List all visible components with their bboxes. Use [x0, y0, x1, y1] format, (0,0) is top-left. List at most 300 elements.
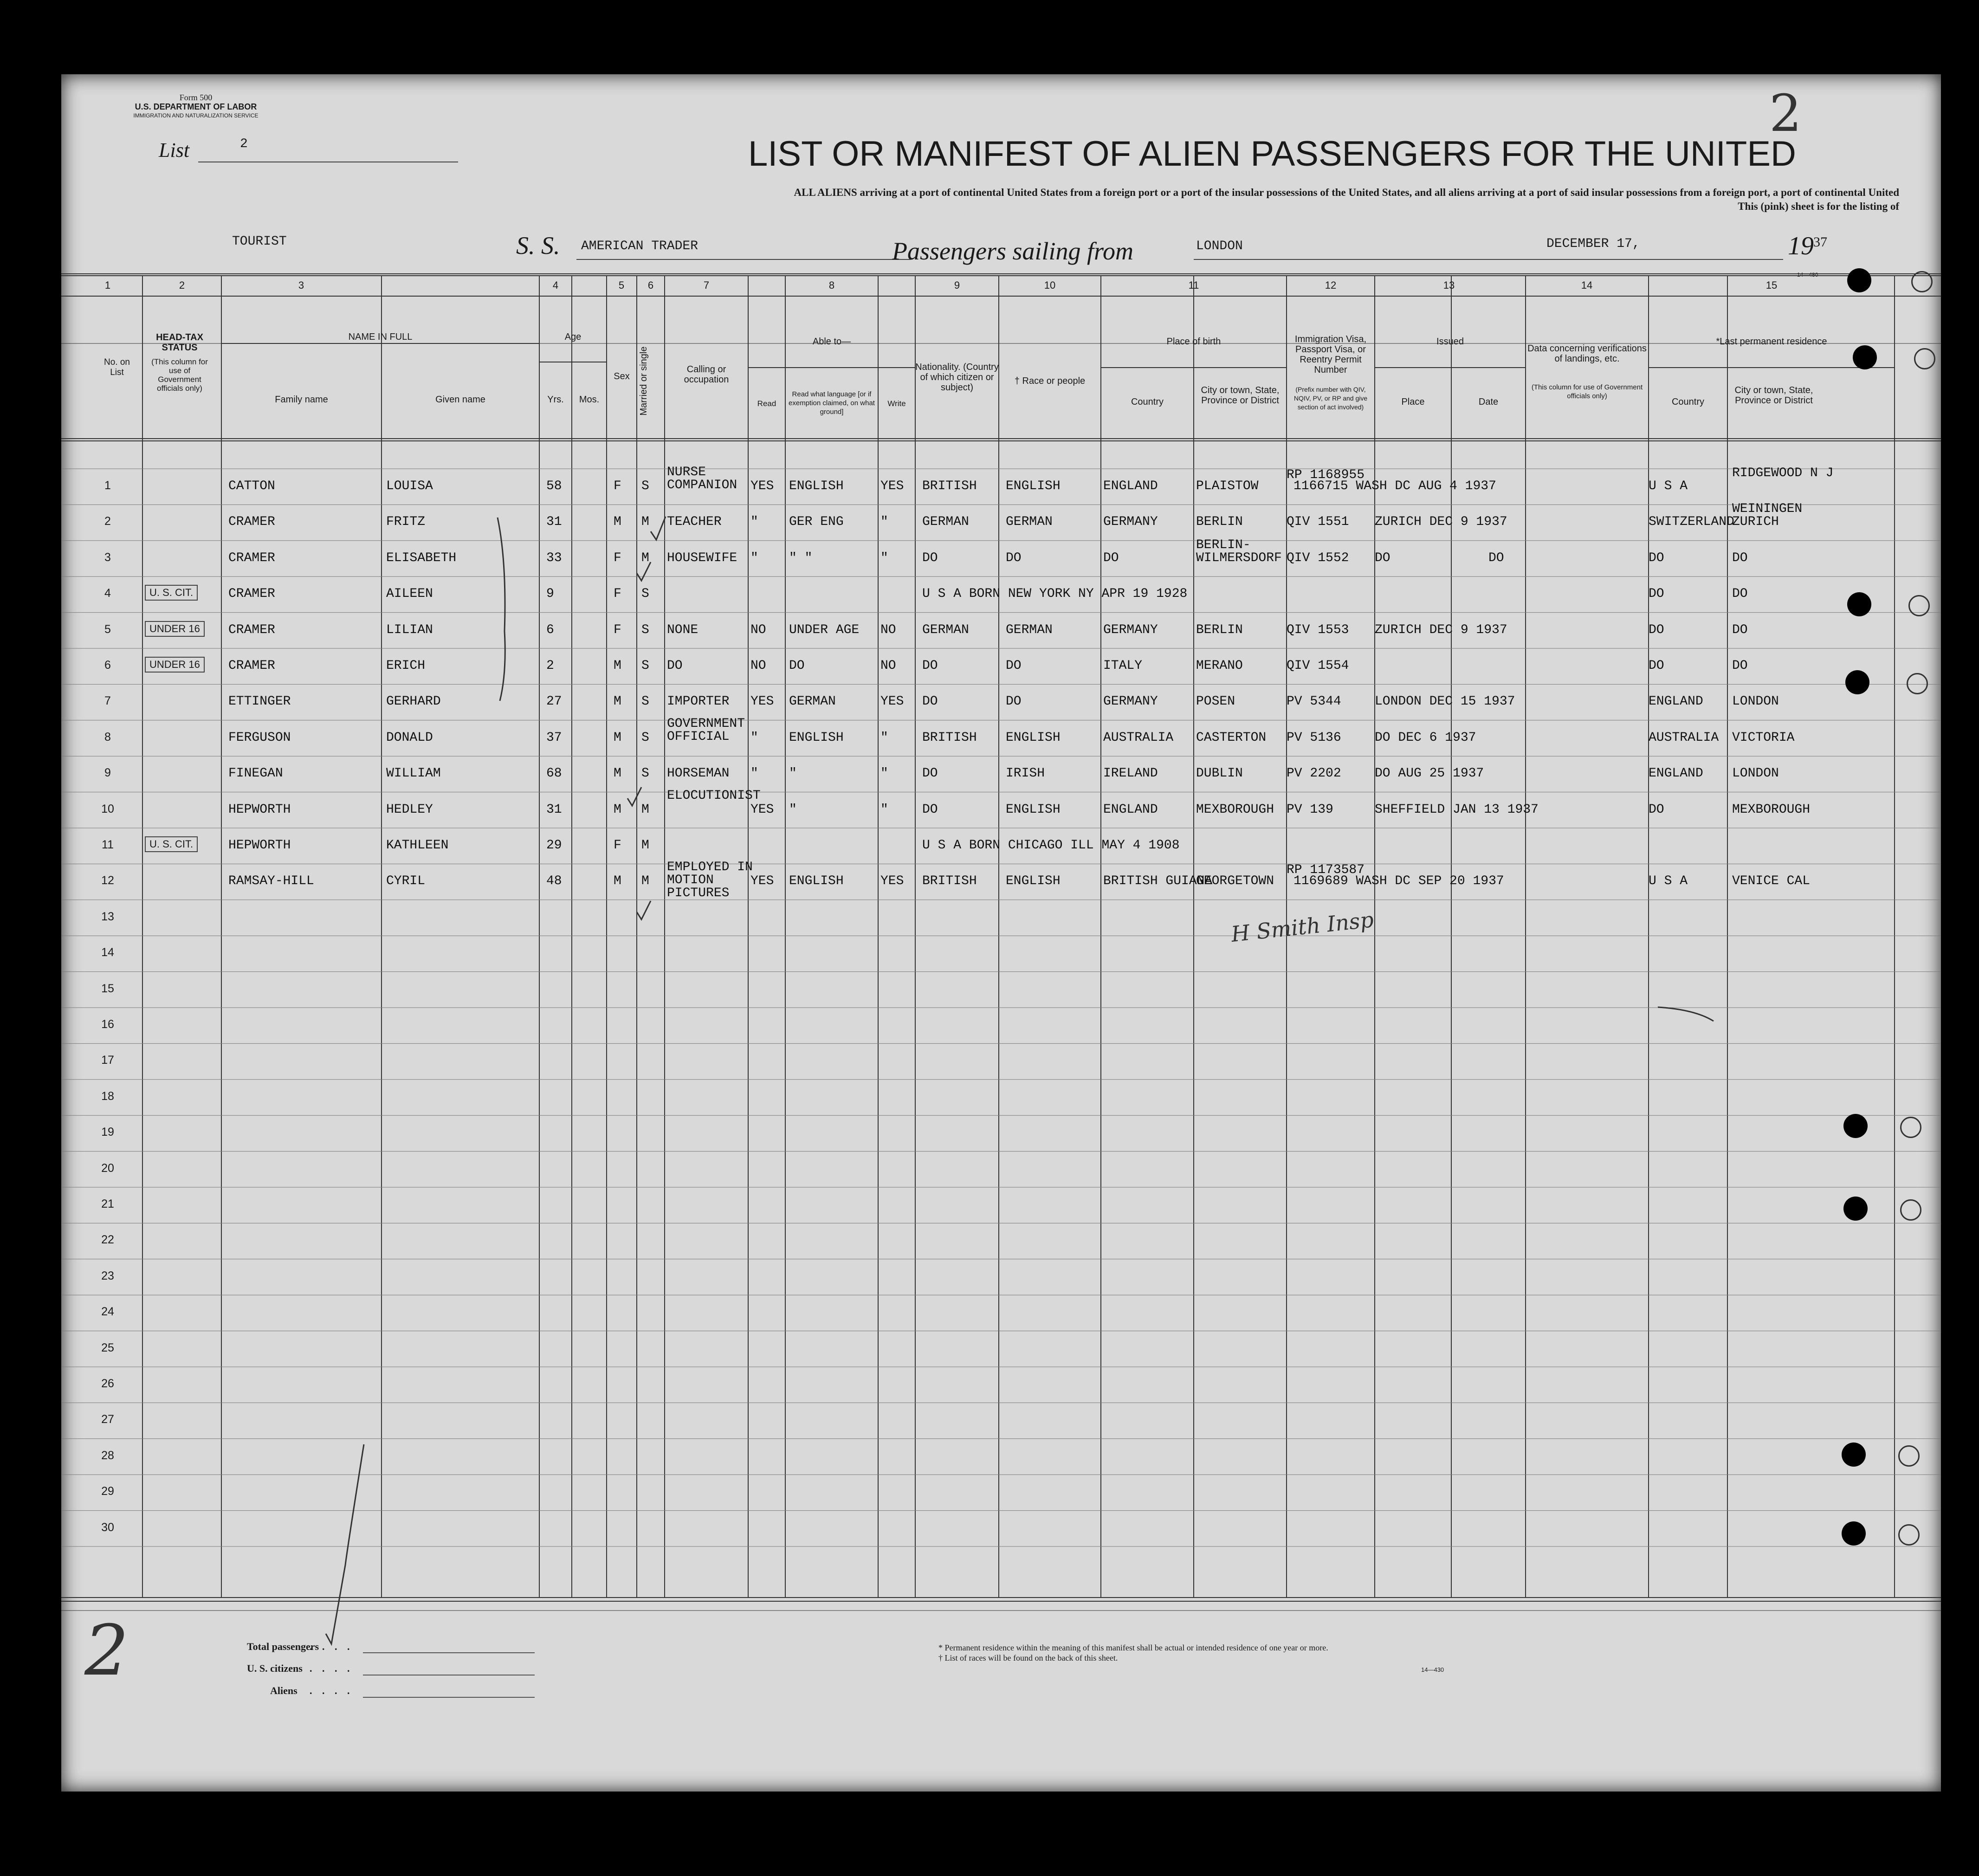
birth-city: MERANO	[1196, 659, 1243, 673]
header-name-in-full: NAME IN FULL	[348, 332, 413, 342]
punch-hole-ring	[1911, 271, 1933, 292]
form-number: Form 500	[179, 93, 213, 102]
issued-place: ZURICH DEC 9 1937	[1375, 515, 1507, 530]
visa-number: QIV 1553	[1287, 622, 1349, 637]
can-write: "	[880, 802, 888, 817]
marital-status: S	[641, 694, 649, 709]
sex: M	[614, 694, 621, 709]
issued-place: 1166715 WASH DC AUG 4 1937	[1293, 479, 1496, 493]
can-write: YES	[880, 479, 904, 493]
given-name: ELISABETH	[386, 550, 457, 565]
nationality: DO	[922, 659, 938, 673]
column-number: 7	[703, 279, 710, 291]
footer-aliens-line	[363, 1697, 535, 1698]
row-number: 13	[101, 910, 114, 923]
residence-country: U S A	[1649, 479, 1688, 493]
marital-status: M	[641, 550, 649, 565]
manifest-subtitle: ALL ALIENS arriving at a port of continental United States from a foreign port or a port of the insular possessions of the United States, and all aliens arriving at a port of said insular possessions from a foreign port, a port of continental United	[794, 187, 1899, 198]
column-number: 8	[828, 279, 835, 291]
visa-number: PV 5344	[1287, 694, 1341, 709]
column-number: 6	[647, 279, 654, 291]
head-tax-stamp: UNDER 16	[145, 621, 205, 637]
row-number: 30	[101, 1520, 114, 1534]
punch-hole-ring	[1908, 595, 1930, 616]
visa-number: QIV 1551	[1287, 515, 1349, 530]
age-years: 27	[546, 694, 562, 709]
race: ENGLISH	[1006, 874, 1061, 889]
given-name: ERICH	[386, 659, 426, 673]
row-number: 3	[104, 550, 111, 564]
birth-country: GERMANY	[1103, 694, 1158, 709]
birth-city: POSEN	[1196, 694, 1235, 709]
punch-hole	[1847, 592, 1871, 616]
row-number: 24	[101, 1305, 114, 1319]
family-name: ETTINGER	[228, 694, 291, 709]
family-name: CRAMER	[228, 587, 275, 602]
row-number: 25	[101, 1341, 114, 1354]
race: GERMAN	[1006, 515, 1053, 530]
race: ENGLISH	[1006, 479, 1061, 493]
marital-status: S	[641, 730, 649, 745]
visa-number: QIV 1554	[1287, 659, 1349, 673]
row-number: 4	[104, 587, 111, 600]
residence-city: WEININGEN ZURICH	[1732, 502, 1803, 530]
sex: M	[614, 730, 621, 745]
sailing-label: Passengers sailing from	[892, 237, 1134, 265]
departure-port: LONDON	[1196, 239, 1243, 253]
punch-hole-ring	[1900, 1117, 1921, 1138]
marital-status: S	[641, 587, 649, 602]
punch-hole	[1845, 670, 1869, 694]
birth-country: GERMANY	[1103, 622, 1158, 637]
manifest-title: LIST OR MANIFEST OF ALIEN PASSENGERS FOR THE UNITED	[748, 134, 1796, 174]
residence-country: DO	[1649, 659, 1664, 673]
nationality: GERMAN	[922, 515, 969, 530]
footer-aliens: Aliens	[270, 1685, 297, 1696]
row-number: 15	[101, 982, 114, 995]
issued-place: DO DEC 6 1937	[1375, 730, 1476, 745]
column-number: 15	[1766, 279, 1778, 291]
residence-city: DO	[1732, 622, 1748, 637]
header-no-on-list: No. on List	[104, 357, 130, 377]
read-language: GER ENG	[789, 515, 844, 530]
head-tax-stamp: U. S. CIT.	[145, 836, 198, 852]
occupation: DO	[667, 659, 683, 673]
footer-dots-2: . . . .	[310, 1663, 354, 1674]
inspector-signature: H Smith Insp	[1230, 907, 1375, 947]
punch-hole	[1847, 268, 1871, 292]
sex: M	[614, 802, 621, 817]
header-data-concerning: Data concerning verifications of landings, etc.	[1527, 343, 1647, 364]
column-number: 13	[1443, 279, 1455, 291]
family-name: FINEGAN	[228, 766, 283, 781]
column-number: 4	[552, 279, 559, 291]
header-able-to: Able to—	[812, 336, 851, 347]
given-name: LILIAN	[386, 622, 433, 637]
read-language: "	[789, 802, 797, 817]
ss-label: S. S.	[516, 232, 560, 259]
can-write: NO	[880, 622, 896, 637]
read-language: GERMAN	[789, 694, 836, 709]
header-birth-country: Country	[1131, 397, 1164, 407]
manifest-sheet	[61, 74, 1941, 1792]
birth-city: GEORGETOWN	[1196, 874, 1274, 889]
row-number: 26	[101, 1377, 114, 1390]
birth-country: ENGLAND	[1103, 802, 1158, 817]
punch-hole	[1842, 1443, 1866, 1467]
column-number: 14	[1581, 279, 1593, 291]
issued-place: SHEFFIELD JAN 13 1937	[1375, 802, 1539, 817]
visa-number: PV 5136	[1287, 730, 1341, 745]
can-read: NO	[750, 659, 766, 673]
header-mos: Mos.	[579, 395, 600, 405]
row-number: 6	[104, 659, 111, 672]
header-age: Age	[564, 332, 582, 342]
birth-country: BRITISH GUIANA	[1103, 874, 1213, 889]
given-name: GERHARD	[386, 694, 441, 709]
total-handwritten-mark: 2	[84, 1611, 129, 1691]
header-place-of-birth: Place of birth	[1166, 336, 1221, 347]
age-years: 33	[546, 550, 562, 565]
header-last-residence: *Last permanent residence	[1716, 336, 1827, 347]
punch-hole-ring	[1898, 1524, 1920, 1546]
occupation: NURSE COMPANION	[667, 465, 737, 492]
read-language: UNDER AGE	[789, 622, 860, 637]
column-number: 10	[1044, 279, 1056, 291]
can-read: YES	[750, 694, 774, 709]
read-language: DO	[789, 659, 805, 673]
can-read: YES	[750, 802, 774, 817]
birth-city: CASTERTON	[1196, 730, 1267, 745]
race: ENGLISH	[1006, 802, 1061, 817]
family-name: CRAMER	[228, 659, 275, 673]
nationality: DO	[922, 694, 938, 709]
read-language: " "	[789, 550, 813, 565]
family-name: HEPWORTH	[228, 802, 291, 817]
age-years: 31	[546, 515, 562, 530]
can-read: "	[750, 730, 758, 745]
can-read: NO	[750, 622, 766, 637]
birth-city: MEXBOROUGH	[1196, 802, 1274, 817]
row-number: 17	[101, 1054, 114, 1067]
issued-place: DO AUG 25 1937	[1375, 766, 1484, 781]
sex: M	[614, 874, 621, 889]
age-years: 2	[546, 659, 554, 673]
given-name: KATHLEEN	[386, 838, 449, 853]
birth-city: PLAISTOW	[1196, 479, 1259, 493]
race: DO	[1006, 694, 1022, 709]
birth-country: GERMANY	[1103, 515, 1158, 530]
can-write: "	[880, 550, 888, 565]
nationality: DO	[922, 766, 938, 781]
residence-country: U S A	[1649, 874, 1688, 889]
punch-hole-ring	[1898, 1445, 1920, 1467]
row-number: 1	[104, 479, 111, 492]
read-language: "	[789, 766, 797, 781]
residence-city: MEXBOROUGH	[1732, 802, 1811, 817]
residence-city: DO	[1732, 659, 1748, 673]
footer-total-line	[363, 1652, 535, 1653]
can-write: YES	[880, 694, 904, 709]
birth-country: DO	[1103, 550, 1119, 565]
residence-country: ENGLAND	[1649, 694, 1703, 709]
can-write: YES	[880, 874, 904, 889]
marital-status: S	[641, 479, 649, 493]
age-years: 58	[546, 479, 562, 493]
column-number: 5	[618, 279, 625, 291]
sailing-date: DECEMBER 17,	[1546, 237, 1640, 251]
given-name: HEDLEY	[386, 802, 433, 817]
can-read: "	[750, 550, 758, 565]
marital-status: S	[641, 659, 649, 673]
punch-hole-ring	[1900, 1199, 1921, 1221]
age-years: 6	[546, 622, 554, 637]
punch-hole	[1843, 1114, 1868, 1138]
occupation: GOVERNMENT OFFICIAL	[667, 716, 745, 744]
marital-status: M	[641, 515, 649, 530]
header-read: Read	[757, 399, 776, 408]
ship-name: AMERICAN TRADER	[581, 239, 698, 253]
sex: F	[614, 587, 621, 602]
sex: F	[614, 479, 621, 493]
header-visa: Immigration Visa, Passport Visa, or Reentry Permit Number	[1294, 334, 1367, 375]
family-name: HEPWORTH	[228, 838, 291, 853]
punch-hole	[1853, 345, 1877, 369]
birth-city: BERLIN- WILMERSDORF	[1196, 537, 1282, 565]
year-prefix: 19	[1788, 232, 1814, 260]
header-head-tax-note: (This column for use of Government officials only)	[151, 357, 208, 393]
manifest-subtitle-2: This (pink) sheet is for the listing of	[1738, 201, 1899, 212]
visa-number: QIV 1552	[1287, 550, 1349, 565]
head-tax-stamp: UNDER 16	[145, 657, 205, 673]
row-number: 28	[101, 1449, 114, 1462]
occupation: HOUSEWIFE	[667, 550, 737, 565]
header-head-tax: HEAD-TAX STATUS	[156, 332, 203, 353]
punch-hole	[1843, 1197, 1868, 1221]
column-number: 11	[1188, 279, 1199, 291]
row-number: 12	[101, 874, 114, 887]
visa-number: RP 1168955	[1287, 468, 1365, 482]
row-number: 5	[104, 622, 111, 636]
row-number: 10	[101, 802, 114, 815]
family-name: CATTON	[228, 479, 275, 493]
form-code: 14—480	[1797, 272, 1818, 278]
row-number: 29	[101, 1485, 114, 1498]
footer-note-races: † List of races will be found on the back of this sheet.	[938, 1653, 1118, 1663]
birth-country: IRELAND	[1103, 766, 1158, 781]
sex: F	[614, 550, 621, 565]
row-number: 21	[101, 1197, 114, 1210]
issued-place: 1169689 WASH DC SEP 20 1937	[1293, 874, 1504, 889]
can-read: YES	[750, 874, 774, 889]
given-name: AILEEN	[386, 587, 433, 602]
residence-country: DO	[1649, 802, 1664, 817]
header-data-note: (This column for use of Government officials only)	[1531, 383, 1643, 400]
residence-country: DO	[1649, 587, 1664, 602]
header-issued-date: Date	[1478, 397, 1499, 407]
row-number: 20	[101, 1161, 114, 1175]
age-years: 48	[546, 874, 562, 889]
footer-code: 14—430	[1421, 1666, 1444, 1673]
read-language: ENGLISH	[789, 730, 844, 745]
header-issued-place: Place	[1401, 397, 1425, 407]
punch-hole-ring	[1907, 673, 1928, 694]
read-language: ENGLISH	[789, 479, 844, 493]
punch-hole	[1842, 1521, 1866, 1546]
column-number: 9	[954, 279, 960, 291]
age-years: 68	[546, 766, 562, 781]
residence-country: DO	[1649, 622, 1664, 637]
column-number: 3	[298, 279, 304, 291]
visa-number: RP 1173587	[1287, 863, 1365, 878]
row-number: 16	[101, 1018, 114, 1031]
nationality: U S A BORN CHICAGO ILL MAY 4 1908	[922, 838, 1180, 853]
can-write: "	[880, 730, 888, 745]
can-write: NO	[880, 659, 896, 673]
birth-city: BERLIN	[1196, 622, 1243, 637]
header-family-name: Family name	[275, 395, 328, 405]
nationality: BRITISH	[922, 479, 977, 493]
row-number: 11	[102, 838, 114, 851]
residence-city: VICTORIA	[1732, 730, 1795, 745]
given-name: CYRIL	[386, 874, 426, 889]
can-write: "	[880, 515, 888, 530]
header-residence-city: City or town, State, Province or District	[1734, 385, 1813, 406]
row-number: 22	[101, 1233, 114, 1247]
header-yrs: Yrs.	[547, 395, 564, 405]
sex: M	[614, 515, 621, 530]
row-number: 19	[101, 1126, 114, 1139]
birth-country: ITALY	[1103, 659, 1143, 673]
family-name: RAMSAY-HILL	[228, 874, 314, 889]
issued-date: DO	[1488, 550, 1504, 565]
row-number: 8	[104, 730, 111, 744]
occupation: IMPORTER	[667, 694, 730, 709]
age-years: 29	[546, 838, 562, 853]
header-residence-country: Country	[1671, 397, 1705, 407]
can-read: YES	[750, 479, 774, 493]
column-number: 12	[1325, 279, 1337, 291]
sex: F	[614, 838, 621, 853]
race: DO	[1006, 550, 1022, 565]
can-read: "	[750, 766, 758, 781]
nationality: BRITISH	[922, 874, 977, 889]
marital-status: M	[641, 802, 649, 817]
header-issued: Issued	[1436, 336, 1464, 347]
header-write: Write	[887, 399, 906, 408]
can-write: "	[880, 766, 888, 781]
header-visa-note: (Prefix number with QIV, NQIV, PV, or RP and give section of act involved)	[1293, 386, 1368, 411]
department-name: U.S. DEPARTMENT OF LABOR	[135, 102, 257, 111]
punch-hole-ring	[1914, 348, 1935, 369]
age-years: 9	[546, 587, 554, 602]
residence-city: RIDGEWOOD N J	[1732, 466, 1834, 480]
visa-number: PV 2202	[1287, 766, 1341, 781]
page-number: 2	[1769, 84, 1802, 143]
nationality: U S A BORN NEW YORK NY APR 19 1928	[922, 587, 1188, 602]
nationality: BRITISH	[922, 730, 977, 745]
residence-country: DO	[1649, 550, 1664, 565]
issued-place: LONDON DEC 15 1937	[1375, 694, 1515, 709]
row-number: 23	[101, 1269, 114, 1282]
footer-total-passengers: Total passengers	[247, 1641, 319, 1652]
issued-place: ZURICH DEC 9 1937	[1375, 622, 1507, 637]
can-read: "	[750, 515, 758, 530]
footer-note-residence: * Permanent residence within the meaning of this manifest shall be actual or intended residence of one year or more.	[938, 1643, 1328, 1652]
head-tax-stamp: U. S. CIT.	[145, 585, 198, 601]
residence-city: DO	[1732, 550, 1748, 565]
read-language: ENGLISH	[789, 874, 844, 889]
row-number: 27	[101, 1413, 114, 1426]
marital-status: M	[641, 874, 649, 889]
family-name: CRAMER	[228, 550, 275, 565]
occupation: EMPLOYED IN MOTION PICTURES	[667, 860, 753, 901]
family-name: CRAMER	[228, 622, 275, 637]
sex: M	[614, 766, 621, 781]
footer-dots-3: . . . .	[310, 1685, 354, 1696]
column-number: 2	[179, 279, 185, 291]
residence-city: VENICE CAL	[1732, 874, 1811, 889]
occupation: NONE	[667, 622, 698, 637]
residence-city: LONDON	[1732, 766, 1779, 781]
row-number: 9	[104, 766, 111, 780]
visa-number: PV 139	[1287, 802, 1333, 817]
race: IRISH	[1006, 766, 1045, 781]
occupation: ELOCUTIONIST	[667, 788, 761, 803]
sex: M	[614, 659, 621, 673]
marital-status: S	[641, 766, 649, 781]
footer-dots-1: . . . .	[310, 1641, 354, 1652]
age-years: 37	[546, 730, 562, 745]
list-value: 2	[240, 137, 248, 151]
service-name: IMMIGRATION AND NATURALIZATION SERVICE	[133, 112, 259, 119]
residence-country: AUSTRALIA	[1649, 730, 1719, 745]
header-race: † Race or people	[1014, 376, 1086, 386]
header-sex: Sex	[614, 371, 630, 382]
issued-place: DO	[1375, 550, 1390, 565]
marital-status: M	[641, 838, 649, 853]
race: DO	[1006, 659, 1022, 673]
sex: F	[614, 622, 621, 637]
age-years: 31	[546, 802, 562, 817]
given-name: WILLIAM	[386, 766, 441, 781]
birth-country: ENGLAND	[1103, 479, 1158, 493]
residence-city: LONDON	[1732, 694, 1779, 709]
birth-city: BERLIN	[1196, 515, 1243, 530]
header-birth-city: City or town, State, Province or District	[1201, 385, 1280, 406]
birth-city: DUBLIN	[1196, 766, 1243, 781]
occupation: TEACHER	[667, 515, 722, 530]
race: ENGLISH	[1006, 730, 1061, 745]
header-given-name: Given name	[435, 395, 485, 405]
residence-city: DO	[1732, 587, 1748, 602]
list-label: List	[159, 139, 190, 162]
occupation: HORSEMAN	[667, 766, 730, 781]
family-name: FERGUSON	[228, 730, 291, 745]
row-number: 2	[104, 515, 111, 528]
race: GERMAN	[1006, 622, 1053, 637]
nationality: DO	[922, 802, 938, 817]
row-number: 14	[101, 946, 114, 959]
row-number: 18	[101, 1089, 114, 1103]
year-suffix: 37	[1813, 234, 1827, 250]
passenger-class: TOURIST	[232, 234, 287, 249]
header-married: Married or single	[639, 346, 649, 416]
column-number: 1	[104, 279, 111, 291]
footer-us-citizens: U. S. citizens	[247, 1663, 303, 1674]
birth-country: AUSTRALIA	[1103, 730, 1174, 745]
given-name: DONALD	[386, 730, 433, 745]
